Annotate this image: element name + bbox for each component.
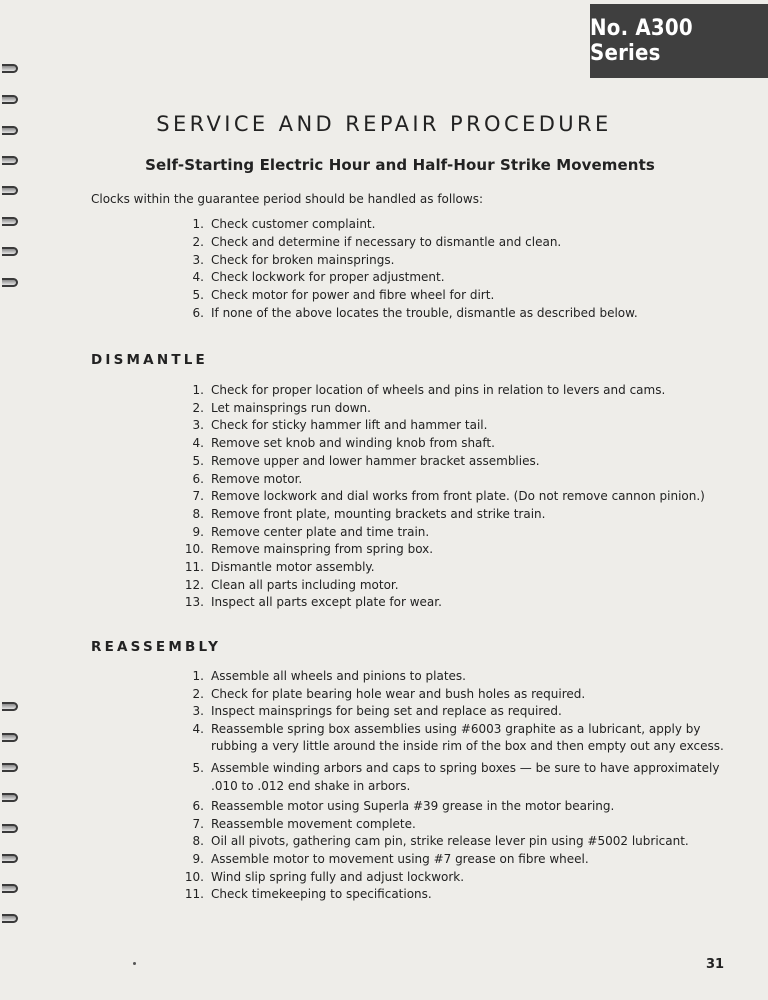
series-tab: No. A300 Series bbox=[590, 4, 768, 78]
reassembly-heading: REASSEMBLY bbox=[91, 639, 222, 655]
page-subtitle: Self-Starting Electric Hour and Half-Hour Strike Movements bbox=[145, 156, 655, 174]
list-item: 8. Remove front plate, mounting brackets and strike train. bbox=[192, 506, 546, 521]
list-item: 8. Oil all pivots, gathering cam pin, strike release lever pin using #5002 lubricant. bbox=[192, 834, 689, 849]
list-item: 11. Dismantle motor assembly. bbox=[184, 560, 375, 575]
list-item: 1. Assemble all wheels and pinions to plates. bbox=[192, 669, 466, 683]
list-item: 5. Check motor for power and fibre wheel for dirt. bbox=[192, 288, 495, 303]
list-item: 3. Check for broken mainsprings. bbox=[192, 252, 395, 267]
list-item: 5. Assemble winding arbors and caps to spring boxes — be sure to have approximately .010 to .012 end shake in arbors. bbox=[192, 760, 720, 793]
list-item: 10. Remove mainspring from spring box. bbox=[184, 542, 434, 557]
page-title: SERVICE AND REPAIR PROCEDURE bbox=[156, 112, 612, 136]
list-item: 6. Remove motor. bbox=[192, 471, 303, 486]
list-item: 5. Remove upper and lower hammer bracket assemblies. bbox=[192, 453, 540, 468]
list-item: 2. Check and determine if necessary to dismantle and clean. bbox=[192, 234, 562, 249]
list-item: 7. Reassemble movement complete. bbox=[192, 816, 416, 831]
list-item: 6. If none of the above locates the trouble, dismantle as described below. bbox=[192, 305, 638, 320]
reassembly-steps bbox=[0, 668, 731, 904]
list-item: 2. Let mainsprings run down. bbox=[192, 400, 371, 415]
list-item: 10. Wind slip spring fully and adjust lockwork. bbox=[184, 869, 465, 884]
paper-speck bbox=[133, 962, 136, 965]
list-item: 7. Remove lockwork and dial works from front plate. (Do not remove cannon pinion.) bbox=[192, 489, 705, 504]
intro-steps bbox=[0, 216, 731, 323]
page-number: 31 bbox=[706, 957, 725, 972]
list-item: 1. Check for proper location of wheels and pins in relation to levers and cams. bbox=[192, 383, 666, 397]
dismantle-steps bbox=[0, 382, 731, 612]
list-item: 4. Check lockwork for proper adjustment. bbox=[192, 270, 445, 285]
list-item: 4. Reassemble spring box assemblies using #6003 graphite as a lubricant, apply by rubbing a very little around the inside rim of the box and then empty out any excess. bbox=[192, 721, 724, 754]
list-item: 2. Check for plate bearing hole wear and bush holes as required. bbox=[192, 686, 586, 701]
list-item: 6. Reassemble motor using Superla #39 grease in the motor bearing. bbox=[192, 799, 615, 814]
list-item: 12. Clean all parts including motor. bbox=[184, 577, 399, 592]
list-item: 4. Remove set knob and winding knob from shaft. bbox=[192, 436, 495, 451]
list-item: 11. Check timekeeping to specifications. bbox=[184, 887, 432, 902]
list-item: 13. Inspect all parts except plate for wear. bbox=[184, 595, 442, 610]
intro-text: Clocks within the guarantee period should be handled as follows: bbox=[91, 192, 484, 206]
list-item: 9. Assemble motor to movement using #7 grease on fibre wheel. bbox=[192, 851, 589, 866]
list-item: 3. Inspect mainsprings for being set and replace as required. bbox=[192, 704, 562, 719]
list-item: 9. Remove center plate and time train. bbox=[192, 524, 430, 539]
dismantle-heading: DISMANTLE bbox=[91, 352, 208, 368]
list-item: 3. Check for sticky hammer lift and hammer tail. bbox=[192, 418, 488, 433]
list-item: 1. Check customer complaint. bbox=[192, 217, 376, 231]
